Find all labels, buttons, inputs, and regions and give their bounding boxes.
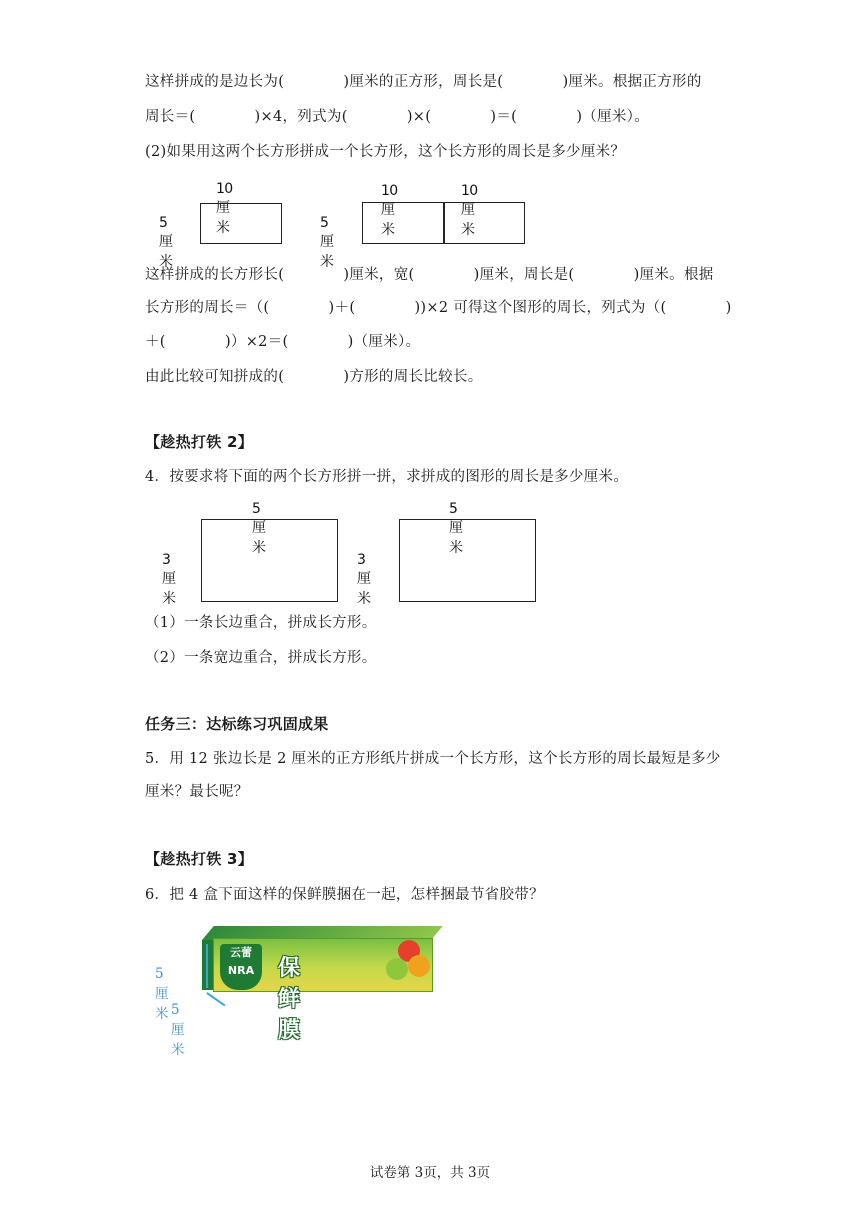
rect2-length-label: 5厘米 [449, 501, 463, 556]
joined-rect-left-length-label: 10厘米 [381, 183, 398, 238]
rectangle-1 [201, 519, 338, 602]
joined-rect-width-label: 5厘米 [320, 215, 334, 270]
q3-text-line-1: 这样拼成的是边长为( )厘米的正方形，周长是( )厘米。根据正方形的 [145, 74, 702, 90]
section-heading-3: 【趁热打铁 3】 [145, 850, 254, 868]
task3-heading: 任务三：达标练习巩固成果 [145, 715, 329, 733]
single-rect-width-label: 5厘米 [159, 215, 173, 270]
height-label: 5 厘米 [155, 966, 168, 1022]
depth-dimension-arrow [207, 992, 226, 1006]
fruit-icon [386, 958, 408, 980]
q3-part2-question: (2)如果用这两个长方形拼成一个长方形，这个长方形的周长是多少厘米？ [145, 144, 626, 160]
rect1-width-label: 3厘米 [162, 552, 176, 607]
joined-rectangle-divider [443, 202, 445, 244]
depth-label: 5 厘米 [171, 1002, 184, 1058]
q4-sub-question-2: （2）一条宽边重合，拼成长方形。 [145, 650, 377, 666]
q4-sub-question-1: （1）一条长边重合，拼成长方形。 [145, 615, 377, 631]
single-rectangle [200, 203, 282, 244]
q3-part2-line-2: 长方形的周长＝（( )＋( ))×2 可得这个图形的周长，列式为（( ) [145, 300, 732, 316]
q5-line-2: 厘米？最长呢？ [145, 784, 249, 800]
fruit-icon [408, 955, 430, 977]
q5-line-1: 5．用 12 张边长是 2 厘米的正方形纸片拼成一个长方形，这个长方形的周长最短是多少 [145, 751, 721, 767]
brand-shield-logo: 云蕾 NRA [220, 944, 262, 990]
q4-question: 4．按要求将下面的两个长方形拼一拼，求拼成的图形的周长是多少厘米。 [145, 469, 629, 485]
page-footer: 试卷第 3页，共 3页 [369, 1165, 491, 1181]
rect1-length-label: 5厘米 [252, 501, 266, 556]
q6-question: 6．把 4 盒下面这样的保鲜膜捆在一起，怎样捆最节省胶带？ [145, 887, 544, 903]
q3-part2-line-3: ＋( )）×2＝( )（厘米）。 [145, 334, 421, 350]
single-rect-length-label: 10厘米 [216, 181, 233, 236]
q3-text-line-2: 周长＝( )×4，列式为( )×( )＝( )（厘米）。 [145, 109, 650, 125]
rect2-width-label: 3厘米 [357, 552, 371, 607]
q3-part2-line-1: 这样拼成的长方形长( )厘米，宽( )厘米，周长是( )厘米。根据 [145, 267, 714, 283]
height-dimension-arrow [206, 944, 208, 988]
joined-rect-right-length-label: 10厘米 [461, 183, 478, 238]
section-heading-2: 【趁热打铁 2】 [145, 433, 254, 451]
q3-part2-line-4: 由此比较可知拼成的( )方形的周长比较长。 [145, 369, 483, 385]
product-name-text: 保鲜膜 [278, 956, 302, 1043]
rectangle-2 [399, 519, 536, 602]
